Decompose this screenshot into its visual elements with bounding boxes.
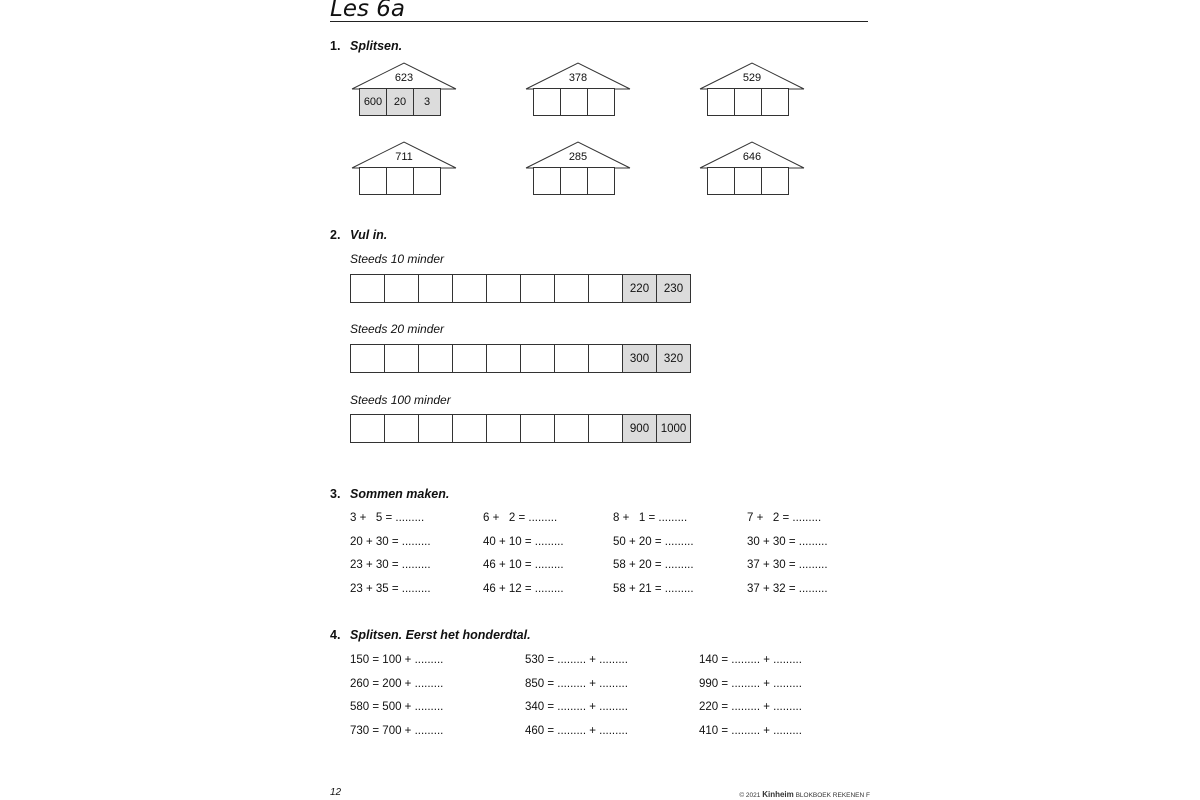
house-number: 529 <box>742 72 762 84</box>
answer-cell[interactable] <box>734 88 762 116</box>
sum-item[interactable]: 37 + 30 = ......... <box>747 559 828 571</box>
answer-cell[interactable] <box>587 88 615 116</box>
answer-cell[interactable] <box>533 88 561 116</box>
sequence-label: Steeds 10 minder <box>350 252 445 266</box>
section-3-number: 3. <box>330 487 341 501</box>
section-4-number: 4. <box>330 628 341 642</box>
answer-cell[interactable] <box>761 167 789 195</box>
sequence-answer-cell[interactable] <box>452 274 487 303</box>
sequence-answer-cell[interactable] <box>384 414 419 443</box>
publisher-name: Kinheim <box>762 790 794 799</box>
given-sequence-cell: 1000 <box>656 414 691 443</box>
sequence-strip <box>350 274 691 303</box>
sequence-answer-cell[interactable] <box>418 274 453 303</box>
section-1-title: Splitsen. <box>350 39 403 53</box>
answer-cell[interactable] <box>560 167 588 195</box>
given-answer-cell: 20 <box>386 88 414 116</box>
sequence-label: Steeds 20 minder <box>350 322 445 336</box>
sum-item[interactable]: 23 + 30 = ......... <box>350 559 431 571</box>
section-2-number: 2. <box>330 228 341 242</box>
sequence-answer-cell[interactable] <box>520 344 555 373</box>
house-number: 378 <box>568 72 588 84</box>
section-3-title: Sommen maken. <box>350 487 450 501</box>
sum-item[interactable]: 20 + 30 = ......... <box>350 536 431 548</box>
section-1-number: 1. <box>330 39 341 53</box>
answer-cell[interactable] <box>560 88 588 116</box>
sequence-answer-cell[interactable] <box>520 414 555 443</box>
title-rule <box>330 21 868 22</box>
house-cells <box>533 88 615 116</box>
split-item[interactable]: 580 = 500 + ......... <box>350 701 444 713</box>
sequence-answer-cell[interactable] <box>384 274 419 303</box>
sequence-answer-cell[interactable] <box>486 274 521 303</box>
given-sequence-cell: 320 <box>656 344 691 373</box>
house-cells <box>533 167 615 195</box>
house-number: 623 <box>394 72 414 84</box>
answer-cell[interactable] <box>413 167 441 195</box>
page-number: 12 <box>330 787 342 798</box>
split-item[interactable]: 410 = ......... + ......... <box>699 725 802 737</box>
book-title: BLOKBOEK REKENEN F <box>795 792 870 799</box>
answer-cell[interactable] <box>761 88 789 116</box>
sum-item[interactable]: 46 + 12 = ......... <box>483 583 564 595</box>
sequence-answer-cell[interactable] <box>554 414 589 443</box>
house-number: 711 <box>395 151 413 163</box>
section-1-heading <box>330 39 402 53</box>
answer-cell[interactable] <box>587 167 615 195</box>
given-sequence-cell: 220 <box>622 274 657 303</box>
sequence-label: Steeds 100 minder <box>350 393 451 407</box>
sequence-answer-cell[interactable] <box>418 344 453 373</box>
sequence-answer-cell[interactable] <box>486 414 521 443</box>
sum-item[interactable]: 37 + 32 = ......... <box>747 583 828 595</box>
sequence-answer-cell[interactable] <box>350 274 385 303</box>
house-4 <box>350 140 458 200</box>
sum-item[interactable]: 23 + 35 = ......... <box>350 583 431 595</box>
answer-cell[interactable] <box>707 88 735 116</box>
sequence-strip <box>350 344 691 373</box>
sequence-answer-cell[interactable] <box>554 344 589 373</box>
given-answer-cell: 3 <box>413 88 441 116</box>
split-item[interactable]: 260 = 200 + ......... <box>350 678 444 690</box>
sum-item[interactable]: 40 + 10 = ......... <box>483 536 564 548</box>
split-item[interactable]: 140 = ......... + ......... <box>699 654 802 666</box>
sequence-answer-cell[interactable] <box>588 414 623 443</box>
sequence-strip <box>350 414 691 443</box>
page-title: Les 6a <box>330 0 405 22</box>
house-number: 646 <box>742 151 762 163</box>
house-2 <box>524 61 632 121</box>
section-4-title: Splitsen. Eerst het honderdtal. <box>350 628 531 642</box>
sequence-answer-cell[interactable] <box>554 274 589 303</box>
copyright-line <box>739 790 870 799</box>
split-item[interactable]: 850 = ......... + ......... <box>525 678 628 690</box>
sum-item[interactable]: 50 + 20 = ......... <box>613 536 694 548</box>
split-item[interactable]: 990 = ......... + ......... <box>699 678 802 690</box>
given-sequence-cell: 300 <box>622 344 657 373</box>
house-1 <box>350 61 458 121</box>
split-item[interactable]: 460 = ......... + ......... <box>525 725 628 737</box>
sequence-answer-cell[interactable] <box>384 344 419 373</box>
copyright-text: © 2021 <box>739 792 761 799</box>
split-item[interactable]: 150 = 100 + ......... <box>350 654 444 666</box>
split-item[interactable]: 340 = ......... + ......... <box>525 701 628 713</box>
sequence-answer-cell[interactable] <box>486 344 521 373</box>
answer-cell[interactable] <box>359 167 387 195</box>
house-cells <box>359 167 441 195</box>
house-3 <box>698 61 806 121</box>
section-4-heading <box>330 628 531 642</box>
sum-item[interactable]: 46 + 10 = ......... <box>483 559 564 571</box>
house-number: 285 <box>568 151 588 163</box>
sequence-answer-cell[interactable] <box>588 274 623 303</box>
answer-cell[interactable] <box>386 167 414 195</box>
sum-item[interactable]: 3 + 5 = ......... <box>350 512 425 524</box>
section-2-heading <box>330 228 387 242</box>
sequence-answer-cell[interactable] <box>588 344 623 373</box>
answer-cell[interactable] <box>533 167 561 195</box>
sequence-answer-cell[interactable] <box>520 274 555 303</box>
house-6 <box>698 140 806 200</box>
sum-item[interactable]: 30 + 30 = ......... <box>747 536 828 548</box>
sequence-answer-cell[interactable] <box>350 414 385 443</box>
sum-item[interactable]: 6 + 2 = ......... <box>483 512 558 524</box>
answer-cell[interactable] <box>734 167 762 195</box>
section-2-title: Vul in. <box>350 228 388 242</box>
given-sequence-cell: 900 <box>622 414 657 443</box>
split-item[interactable]: 730 = 700 + ......... <box>350 725 444 737</box>
worksheet-page <box>330 0 870 800</box>
sum-item[interactable]: 8 + 1 = ......... <box>613 512 688 524</box>
given-answer-cell: 600 <box>359 88 387 116</box>
answer-cell[interactable] <box>707 167 735 195</box>
house-cells <box>707 167 789 195</box>
house-cells <box>359 88 441 116</box>
given-sequence-cell: 230 <box>656 274 691 303</box>
house-5 <box>524 140 632 200</box>
sequence-answer-cell[interactable] <box>418 414 453 443</box>
house-cells <box>707 88 789 116</box>
sequence-answer-cell[interactable] <box>452 344 487 373</box>
sequence-answer-cell[interactable] <box>350 344 385 373</box>
split-item[interactable]: 220 = ......... + ......... <box>699 701 802 713</box>
sum-item[interactable]: 58 + 21 = ......... <box>613 583 694 595</box>
split-item[interactable]: 530 = ......... + ......... <box>525 654 628 666</box>
sequence-answer-cell[interactable] <box>452 414 487 443</box>
section-3-heading <box>330 487 449 501</box>
sum-item[interactable]: 7 + 2 = ......... <box>747 512 822 524</box>
sum-item[interactable]: 58 + 20 = ......... <box>613 559 694 571</box>
